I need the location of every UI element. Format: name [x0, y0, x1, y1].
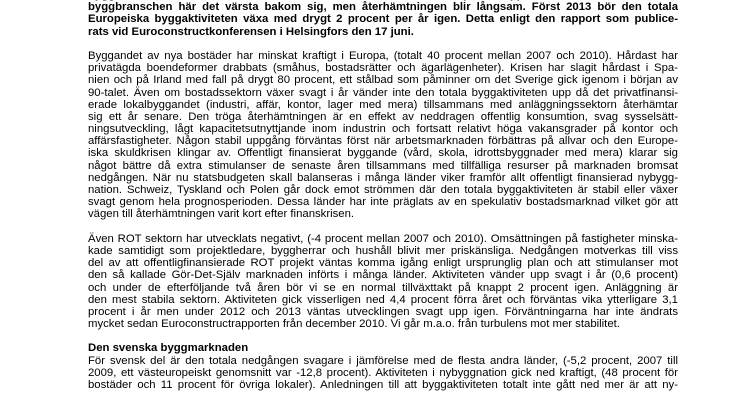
- paragraph-line: nation. Schweiz, Tyskland och Polen går dock emot strömmen där den totala byggaktiviteten är stabil eller växer: [88, 184, 678, 196]
- intro-line: rats vid Euroconstructkonferensen i Helsingfors den 17 juni.: [88, 25, 414, 38]
- paragraph-europe-construction: [88, 50, 678, 221]
- paragraph-line: För svensk del är den totala nedgången svagare i jämförelse med de flesta andra länder, (-5,2 procent, 2007 till: [88, 354, 678, 367]
- paragraph-line: och under de efterföljande två åren bör vi se en normal tillväxttakt på knappt 2 procent igen. Anläggning är: [88, 281, 678, 294]
- paragraph-line: sig ett år senare. Den tröga återhämtningen är en effekt av neddragen offentlig konsumtion, svag sysselsätt-: [88, 110, 678, 123]
- paragraph-gap: [88, 221, 678, 233]
- paragraph-line: svagt genom hela prognosperioden. Dessa länder har inte präglats av en spekulativ bostadsmarknad vilket gör att: [88, 196, 678, 209]
- paragraph-rot-sector: [88, 233, 678, 331]
- paragraph-line: något bättre då extra stimulanser de senaste åren tillsammans med tillfälliga resurser på marknaden bromsat: [88, 159, 678, 172]
- paragraph-line: Byggandet av nya bostäder har minskat kraftigt i Europa, (totalt 40 procent mellan 2007 och 2010). Hårdast har: [88, 49, 678, 62]
- paragraph-line: den mest stabila sektorn. Aktiviteten gick visserligen ned 4,4 procent förra året och förväntas vika ytterligare 3,1: [88, 293, 678, 306]
- paragraph-line: del av att offentligfinansierade ROT projekt väntas komma igång enligt ursprunglig plan och att stimulanser mot: [88, 257, 678, 270]
- paragraph-line: 90-talet. Även om bostadssektorn växer svagt i år vänder inte den totala byggaktiviteten upp då det privatfinansi-: [88, 86, 678, 99]
- paragraph-line: Även ROT sektorn har utvecklats negativt, (-4 procent mellan 2007 och 2010). Omsättningen på fastigheter minska-: [88, 232, 678, 245]
- paragraph-line: iska skuldkrisen klingar av. Offentligt finansierat byggande (vård, skola, idrottsbyggnader med mera) klarar sig: [88, 147, 678, 160]
- paragraph-line: ningsutveckling, lågt kapacitetsutnyttjande inom industrin och fortsatt relativt höga vakansgrader på kontor och: [88, 123, 678, 136]
- intro-paragraph: [88, 0, 678, 38]
- paragraph-line: den så kallade Gör-Det-Själv marknaden införts i många länder. Aktiviteten vänder upp svagt i år (0,6 procent): [88, 269, 678, 282]
- paragraph-line: 2009, ett västeuropeiskt genomsnitt var -12,8 procent). Aktiviteten i nybyggnation gick ned kraftigt, (48 procent för: [88, 366, 678, 379]
- section-heading: Den svenska byggmarknaden: [88, 342, 249, 355]
- paragraph-line: affärsfastigheter. Någon stabil uppgång förväntas först när arbetsmarknaden förbättras på allvar och den Europe-: [88, 135, 678, 148]
- paragraph-line: mycket sedan Euroconstructrapporten från december 2010. Vi går m.a.o. från turbulens mot mer stabilitet.: [88, 318, 620, 331]
- paragraph-line: nien och på Irland med fall på drygt 80 procent, ett stålbad som påminner om det Sverige gick igenom i början av: [88, 74, 678, 87]
- paragraph-line: vägen till återhämtningen varit kort efter finanskrisen.: [88, 208, 355, 221]
- paragraph-gap: [88, 38, 678, 50]
- paragraph-line: kade samtidigt som projektledare, byggherrar och hushåll blivit mer priskänsliga. Nedgången motverkas till viss: [88, 244, 678, 257]
- paragraph-line: nedgången. När nu statsbudgeten skall balanseras i många länder viker framför allt offentligt finansierad nybygg-: [88, 171, 678, 184]
- intro-line: byggbranschen här det värsta bakom sig, men återhämtningen blir långsam. Först 2013 bör den totala: [88, 1, 678, 14]
- paragraph-gap: [88, 330, 678, 342]
- section-swedish-market: [88, 342, 678, 391]
- paragraph-line: procent i år men under 2012 och 2013 väntas utvecklingen svagt upp igen. Förväntningarna har inte ändrats: [88, 305, 678, 318]
- intro-line: Europeiska byggaktiviteten växa med drygt 2 procent per år igen. Detta enligt den rapport som publice-: [88, 13, 678, 26]
- paragraph-line: privatägda boendeformer drabbats (småhus, bostadsrätter och ägarlägenheter). Krisen har slagit hårdast i Spa-: [88, 62, 678, 75]
- paragraph-line: erade lokalbyggandet (industri, affär, kontor, lager med mera) tillsammans med anläggningssektorn återhämtar: [88, 98, 678, 111]
- document-body: [88, 0, 678, 391]
- paragraph-line: bostäder och 11 procent för övriga lokaler). Anledningen till att byggaktiviteten totalt inte gått ned mer är att ny-: [88, 379, 678, 391]
